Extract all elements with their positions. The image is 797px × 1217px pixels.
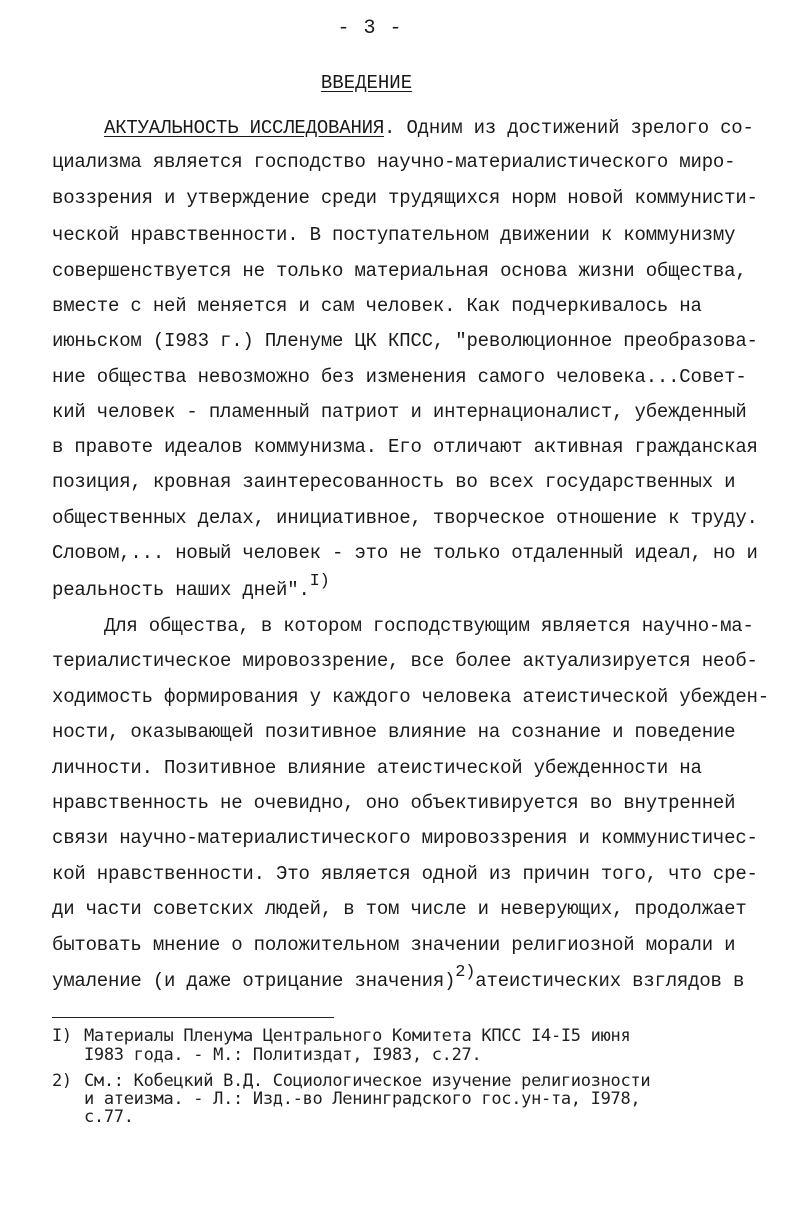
paragraph-line: позиция, кровная заинтересованность во всех государственных и — [52, 471, 736, 493]
paragraph-line — [104, 113, 794, 143]
footnote-line: См.: Кобецкий В.Д. Социологическое изучение религиозности — [84, 1071, 651, 1091]
paragraph-line — [52, 572, 742, 605]
paragraph-text: . Одним из достижений зрелого со- — [384, 117, 754, 139]
paragraph-text: реальность наших дней". — [52, 579, 310, 601]
footnote-reference: 2) — [455, 963, 476, 982]
footnote-marker: I) — [52, 1026, 72, 1046]
paragraph-line: в правоте идеалов коммунизма. Его отличают активная гражданская — [52, 436, 758, 458]
footnote-line: и атеизма. - Л.: Изд.-во Ленинградского гос.ун-та, I978, — [84, 1089, 641, 1109]
paragraph-text: умаление (и даже отрицание значения) — [52, 970, 456, 992]
footnote-line: I983 года. - М.: Политиздат, I983, с.27. — [84, 1045, 482, 1065]
paragraph-text: атеистических взглядов в — [475, 970, 745, 992]
section-heading: ВВЕДЕНИЕ — [320, 72, 413, 94]
paragraph-line: ческой нравственности. В поступательном движении к коммунизму — [52, 224, 736, 246]
paragraph-line: июньском (I983 г.) Пленуме ЦК КПСС, "революционное преобразова- — [52, 330, 758, 352]
paragraph-line: воззрения и утверждение среди трудящихся норм новой коммунисти- — [52, 187, 758, 209]
paragraph-line: совершенствуется не только материальная основа жизни общества, — [52, 260, 747, 282]
page-number: - 3 - — [337, 17, 403, 40]
topic-lead: АКТУАЛЬНОСТЬ ИССЛЕДОВАНИЯ — [104, 117, 385, 139]
footnote-line: с.77. — [84, 1107, 134, 1127]
paragraph-line: бытовать мнение о положительном значении религиозной морали и — [52, 934, 736, 956]
paragraph-line: Для общества, в котором господствующим является научно-ма- — [104, 615, 754, 637]
paragraph-line: связи научно-материалистического мировоззрения и коммунистичес- — [52, 827, 758, 849]
footnote-line: Материалы Пленума Центрального Комитета КПСС I4-I5 июня — [84, 1026, 631, 1046]
paragraph-line: нравственность не очевидно, оно объективируется во внутренней — [52, 792, 736, 814]
paragraph-line — [52, 963, 745, 996]
paragraph-line: териалистическое мировоззрение, все более актуализируется необ- — [52, 650, 758, 672]
paragraph-line: ности, оказывающей позитивное влияние на сознание и поведение — [52, 721, 736, 743]
paragraph-line: кой нравственности. Это является одной из причин того, что сре- — [52, 863, 758, 885]
paragraph-line: ние общества невозможно без изменения самого человека...Совет- — [52, 366, 747, 388]
paragraph-line: кий человек - пламенный патриот и интернационалист, убежденный — [52, 401, 747, 423]
footnote-marker: 2) — [52, 1071, 72, 1091]
paragraph-line: циализма является господство научно-материалистического миро- — [52, 151, 736, 173]
footnote-divider — [52, 1017, 334, 1018]
paragraph-line: общественных делах, инициативное, творческое отношение к труду. — [52, 507, 758, 529]
paragraph-line: Словом,... новый человек - это не только отдаленный идеал, но и — [52, 542, 758, 564]
paragraph-line: вместе с ней меняется и сам человек. Как подчеркивалось на — [52, 295, 702, 317]
paragraph-line: ходимость формирования у каждого человека атеистической убежден- — [52, 686, 769, 708]
paragraph-line: личности. Позитивное влияние атеистической убежденности на — [52, 757, 702, 779]
paragraph-line: ди части советских людей, в том числе и неверующих, продолжает — [52, 898, 747, 920]
footnote-reference: I) — [309, 572, 330, 591]
